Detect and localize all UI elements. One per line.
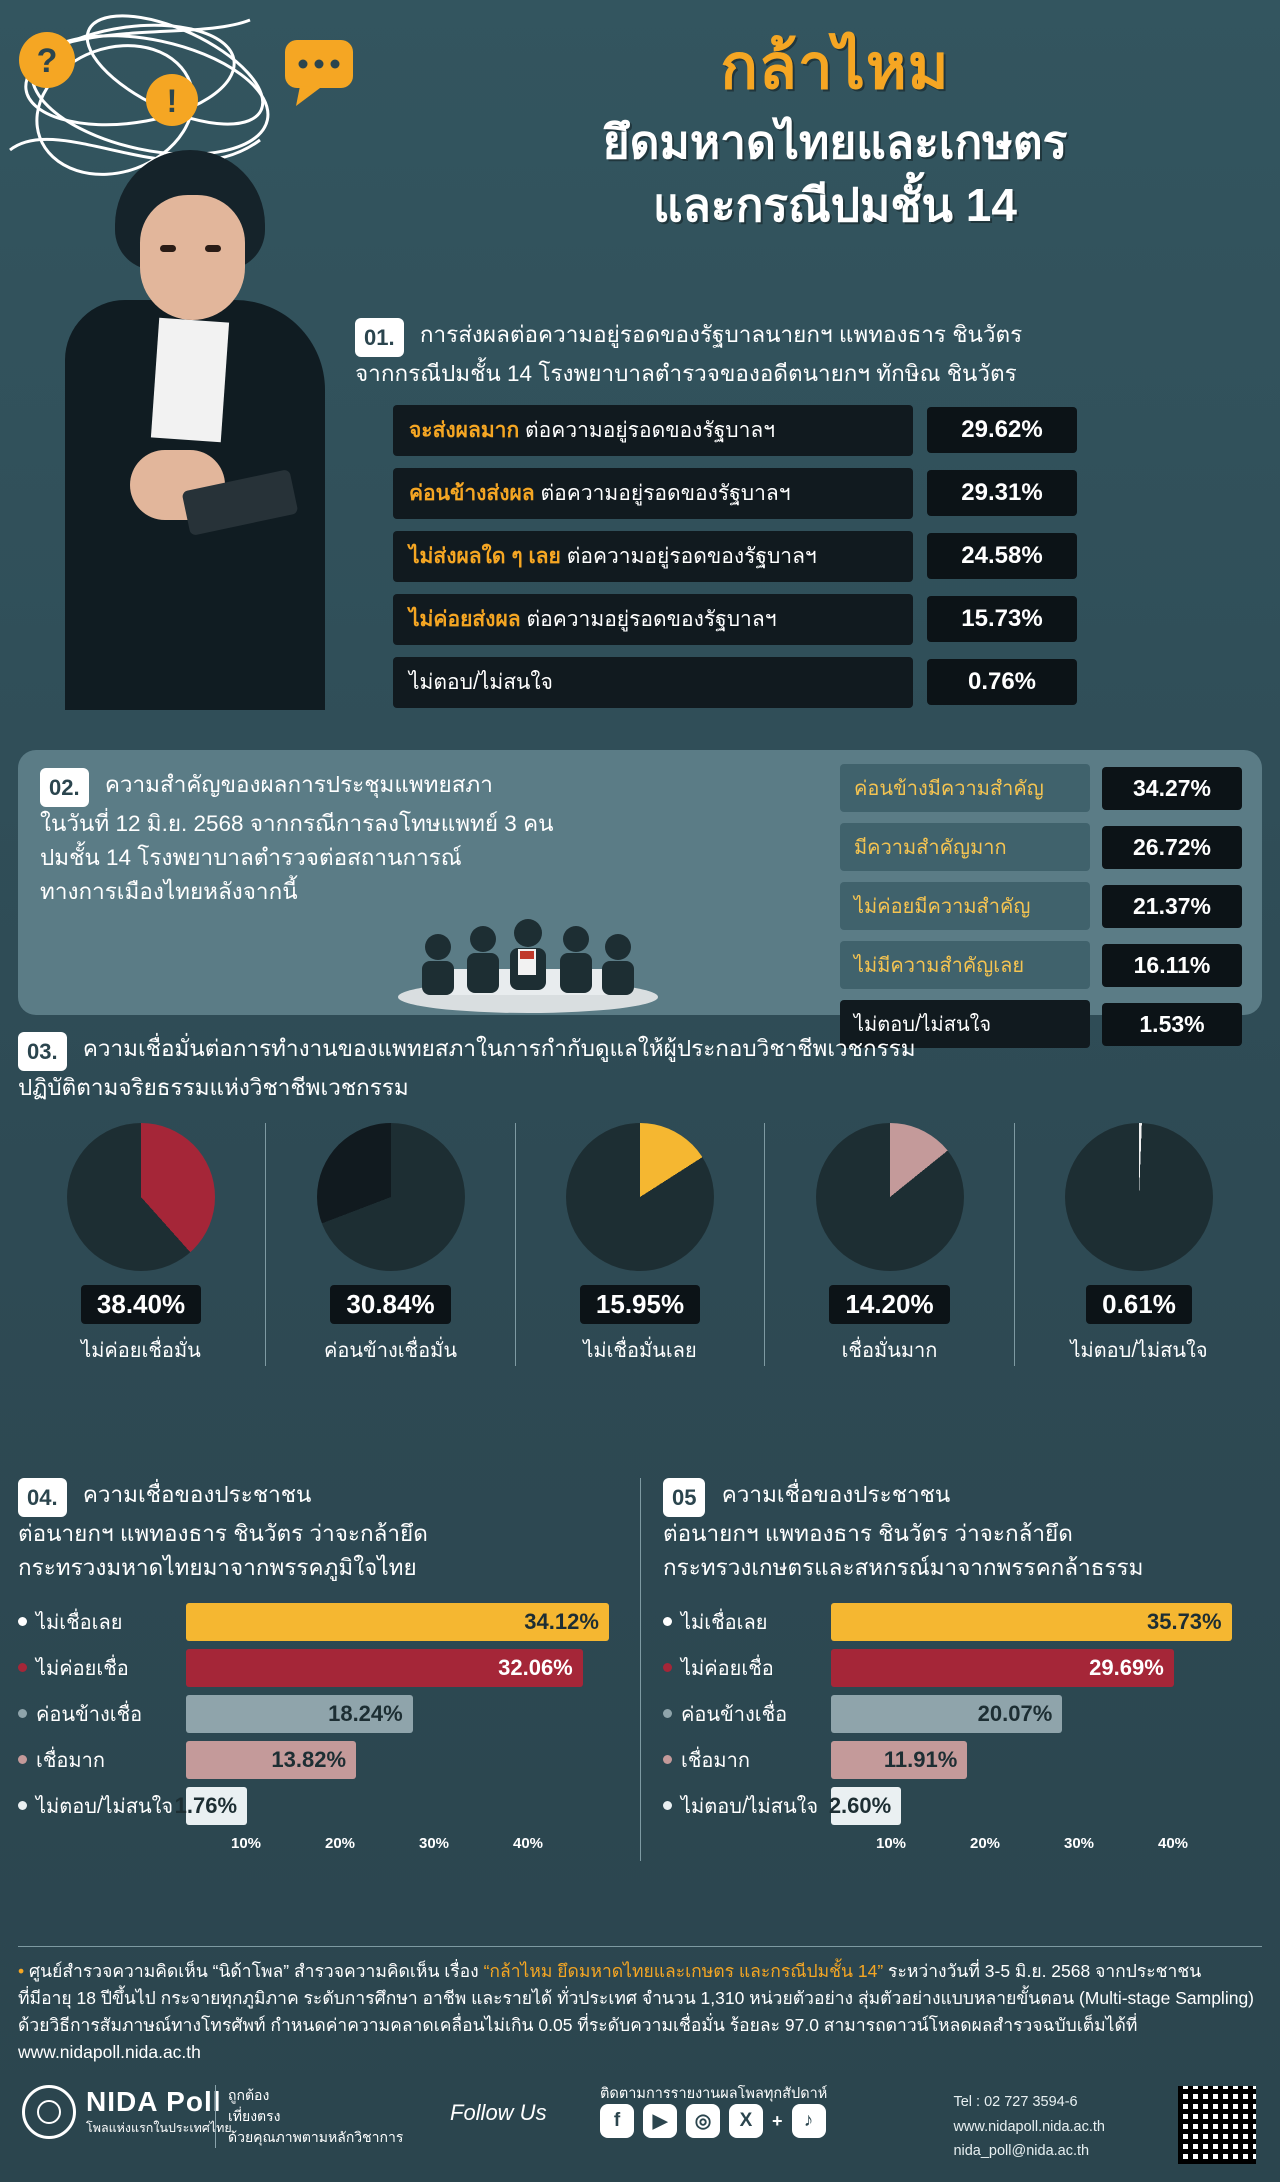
bullet-icon — [663, 1709, 672, 1718]
contact-email[interactable]: nida_poll@nida.ac.th — [953, 2143, 1090, 2160]
question-4-title-line3: กระทรวงมหาดไทยมาจากพรรคภูมิใจไทย — [18, 1554, 417, 1580]
pie-cell — [785, 1123, 995, 1366]
bullet-icon — [663, 1801, 672, 1810]
pie-value: 38.40% — [81, 1285, 201, 1324]
row-rest: ต่อความอยู่รอดของรัฐบาลฯ — [526, 607, 777, 631]
row-rest: ต่อความอยู่รอดของรัฐบาลฯ — [540, 481, 791, 505]
question-2-title-line4: ทางการเมืองไทยหลังจากนี้ — [40, 878, 298, 904]
brand-subtitle: โพลแห่งแรกในประเทศไทย — [86, 2121, 232, 2135]
bar-label: ไม่เชื่อเลย — [36, 1611, 123, 1634]
social-heading: ติดตามการรายงานผลโพลทุกสัปดาห์ — [600, 2086, 828, 2102]
question-4-heading — [18, 1478, 622, 1585]
bar-fill: 2.60% — [831, 1787, 901, 1825]
table-row — [393, 468, 1255, 519]
note-line1-highlight: “กล้าไหม ยึดมหาดไทยและเกษตร และกรณีปมชั้น 14” — [483, 1961, 884, 1981]
question-5-heading — [663, 1478, 1244, 1585]
bar-row — [663, 1737, 1244, 1783]
axis-tick: 10% — [876, 1834, 907, 1852]
row-key: ไม่ค่อยส่งผล — [409, 607, 521, 631]
row-label: ไม่ตอบ/ไม่สนใจ — [840, 1000, 1090, 1048]
slogan-line1: ถูกต้อง — [228, 2087, 270, 2103]
svg-text:?: ? — [36, 42, 58, 80]
bar-label: ไม่ค่อยเชื่อ — [36, 1657, 129, 1680]
row-label: มีความสำคัญมาก — [840, 823, 1090, 871]
pie-label: เชื่อมั่นมาก — [841, 1339, 938, 1362]
bar-row — [663, 1783, 1244, 1829]
bar-row — [663, 1599, 1244, 1645]
question-1-title-line2: จากกรณีปมชั้น 14 โรงพยาบาลตำรวจของอดีตนายกฯ ทักษิณ ชินวัตร — [355, 361, 1017, 386]
row-label — [393, 468, 913, 519]
bar-fill: 11.91% — [831, 1741, 967, 1779]
row-label — [393, 657, 913, 708]
bar-row — [18, 1783, 622, 1829]
title-main: กล้าไหม — [720, 33, 950, 102]
bar-fill: 35.73% — [831, 1603, 1232, 1641]
bullet-icon — [663, 1663, 672, 1672]
brand-name: NIDA Poll — [86, 2086, 222, 2117]
axis-tick: 20% — [970, 1834, 1001, 1852]
question-5-title-line3: กระทรวงเกษตรและสหกรณ์มาจากพรรคกล้าธรรม — [663, 1554, 1144, 1580]
contact-tel: Tel : 02 727 3594-6 — [953, 2094, 1078, 2110]
bar-label: ไม่ค่อยเชื่อ — [681, 1657, 774, 1680]
row-rest: ไม่ตอบ/ไม่สนใจ — [409, 670, 553, 694]
pie-chart-row — [18, 1123, 1262, 1366]
row-value: 21.37% — [1102, 885, 1242, 928]
note-line3: ด้วยวิธีการสัมภาษณ์ทางโทรศัพท์ กำหนดค่าความคลาดเคลื่อนไม่เกิน 0.05 ที่ระดับความเชื่อมั่น ร้อยละ 97.0 สามารถดาวน์โหลดผลสำรวจฉบับเต็มได้ที่ — [18, 2015, 1138, 2036]
page-title — [420, 18, 1250, 242]
svg-text:!: ! — [166, 83, 178, 119]
question-4-bars — [18, 1599, 622, 1829]
row-label: ไม่ค่อยมีความสำคัญ — [840, 882, 1090, 930]
axis-tick: 40% — [1158, 1834, 1189, 1852]
social-links[interactable] — [600, 2104, 826, 2138]
bar-label: ค่อนข้างเชื่อ — [681, 1703, 788, 1726]
bar-label: ค่อนข้างเชื่อ — [36, 1703, 143, 1726]
bullet-icon — [18, 1755, 27, 1764]
pie-cell — [36, 1123, 246, 1366]
row-value: 29.31% — [927, 470, 1077, 516]
question-3-title-line1: ความเชื่อมั่นต่อการทำงานของแพทยสภาในการกำกับดูแลให้ผู้ประกอบวิชาชีพเวชกรรม — [82, 1036, 916, 1061]
row-label: ค่อนข้างมีความสำคัญ — [840, 764, 1090, 812]
tiktok-icon[interactable]: ♪ — [792, 2104, 826, 2138]
pie-value: 0.61% — [1086, 1285, 1192, 1324]
note-line2: ที่มีอายุ 18 ปีขึ้นไป กระจายทุกภูมิภาค ระดับการศึกษา อาชีพ และรายได้ ทั่วประเทศ จำนวน 1,310 หน่วยตัวอย่าง สุ่มตัวอย่างแบบหลายขั้นตอน (Multi-stage Sampling) — [18, 1988, 1255, 2009]
pie-value: 15.95% — [580, 1285, 700, 1324]
pie-chart-3 — [566, 1123, 714, 1271]
x-twitter-icon[interactable]: X — [729, 2104, 763, 2138]
row-label — [393, 531, 913, 582]
question-1-title-line1: การส่งผลต่อความอยู่รอดของรัฐบาลนายกฯ แพทองธาร ชินวัตร — [419, 322, 1023, 347]
bullet-icon — [663, 1755, 672, 1764]
question-2-title-line3: ปมชั้น 14 โรงพยาบาลตำรวจต่อสถานการณ์ — [40, 844, 462, 870]
question-3-badge: 03. — [18, 1032, 67, 1071]
bar-fill: 18.24% — [186, 1695, 413, 1733]
bar-label: ไม่ตอบ/ไม่สนใจ — [36, 1795, 174, 1818]
question-5-bars — [663, 1599, 1244, 1829]
question-4-block — [18, 1478, 640, 1861]
question-5-title-line1: ความเชื่อของประชาชน — [721, 1482, 951, 1507]
row-value: 1.53% — [1102, 1003, 1242, 1046]
title-sub: ยึดมหาดไทยและเกษตร — [602, 116, 1068, 168]
bar-fill: 34.12% — [186, 1603, 609, 1641]
table-row — [393, 657, 1255, 708]
axis-tick: 30% — [419, 1834, 450, 1852]
pie-cell — [535, 1123, 745, 1366]
row-label — [393, 594, 913, 645]
brand-slogan — [215, 2085, 403, 2148]
bar-row — [18, 1599, 622, 1645]
bar-row — [18, 1691, 622, 1737]
contact-website[interactable]: www.nidapoll.nida.ac.th — [953, 2118, 1105, 2135]
row-value: 15.73% — [927, 596, 1077, 642]
bar-label: ไม่ตอบ/ไม่สนใจ — [681, 1795, 819, 1818]
table-row — [393, 531, 1255, 582]
question-2-title-line1: ความสำคัญของผลการประชุมแพทยสภา — [104, 772, 493, 797]
nida-logo — [22, 2085, 232, 2139]
row-value: 16.11% — [1102, 944, 1242, 987]
axis-tick: 40% — [513, 1834, 544, 1852]
pie-label: ไม่ตอบ/ไม่สนใจ — [1070, 1339, 1208, 1362]
bar-row — [18, 1737, 622, 1783]
question-4-title-line1: ความเชื่อของประชาชน — [82, 1482, 312, 1507]
question-4-badge: 04. — [18, 1478, 67, 1517]
pie-label: ไม่ค่อยเชื่อมั่น — [81, 1339, 201, 1362]
bar-fill: 20.07% — [831, 1695, 1062, 1733]
question-2-title-line2: ในวันที่ 12 มิ.ย. 2568 จากกรณีการลงโทษแพทย์ 3 คน — [40, 811, 554, 836]
row-value: 34.27% — [1102, 767, 1242, 810]
contact-info — [953, 2090, 1105, 2164]
follow-us-label: Follow Us — [450, 2100, 547, 2125]
bar-fill: 29.69% — [831, 1649, 1174, 1687]
bar-row — [663, 1691, 1244, 1737]
pie-chart-4 — [816, 1123, 964, 1271]
pie-cell — [286, 1123, 496, 1366]
pie-value: 30.84% — [330, 1285, 450, 1324]
youtube-icon[interactable]: ▶ — [643, 2104, 677, 2138]
note-line1a: ศูนย์สำรวจความคิดเห็น “นิด้าโพล” สำรวจความคิดเห็น เรื่อง — [29, 1961, 484, 1981]
row-label: ไม่มีความสำคัญเลย — [840, 941, 1090, 989]
axis-tick: 20% — [325, 1834, 356, 1852]
bullet-icon — [18, 1663, 27, 1672]
bar-fill: 32.06% — [186, 1649, 583, 1687]
bullet-icon — [18, 1709, 27, 1718]
slogan-line2: เที่ยงตรง — [228, 2108, 281, 2124]
question-4-5-block — [18, 1478, 1262, 1861]
question-1-badge: 01. — [355, 318, 404, 357]
question-1-rows — [393, 405, 1255, 708]
speech-bubble-icon — [285, 40, 353, 106]
instagram-icon[interactable]: ◎ — [686, 2104, 720, 2138]
question-4-title-line2: ต่อนายกฯ แพทองธาร ชินวัตร ว่าจะกล้ายึด — [18, 1521, 428, 1546]
bullet-icon — [18, 1801, 27, 1810]
table-row — [840, 882, 1242, 930]
bar-fill: 13.82% — [186, 1741, 356, 1779]
pie-chart-5 — [1065, 1123, 1213, 1271]
question-4-axis — [177, 1835, 622, 1861]
question-2-rows — [840, 764, 1242, 1059]
bar-label: ไม่เชื่อเลย — [681, 1611, 768, 1634]
facebook-icon[interactable]: f — [600, 2104, 634, 2138]
question-1-heading — [355, 318, 1255, 391]
table-row — [840, 823, 1242, 871]
pie-label: ไม่เชื่อมั่นเลย — [583, 1339, 697, 1362]
bar-fill: 1.76% — [186, 1787, 247, 1825]
question-3-block — [18, 1032, 1262, 1366]
pie-chart-2 — [317, 1123, 465, 1271]
plus-icon: + — [772, 2110, 783, 2131]
question-1-block — [355, 318, 1255, 720]
meeting-table-icon — [318, 885, 738, 1015]
pie-chart-1 — [67, 1123, 215, 1271]
qr-code-icon[interactable] — [1178, 2086, 1256, 2164]
pie-label: ค่อนข้างเชื่อมั่น — [323, 1339, 457, 1362]
question-3-title-line2: ปฏิบัติตามจริยธรรมแห่งวิชาชีพเวชกรรม — [18, 1075, 409, 1100]
slogan-line3: ด้วยคุณภาพตามหลักวิชาการ — [228, 2129, 404, 2145]
question-5-block — [640, 1478, 1262, 1861]
bullet-icon — [18, 1617, 27, 1626]
portrait-illustration — [35, 150, 355, 710]
row-value: 26.72% — [1102, 826, 1242, 869]
note-line4[interactable]: www.nidapoll.nida.ac.th — [18, 2042, 201, 2063]
nida-seal-icon — [22, 2085, 76, 2139]
axis-tick: 30% — [1064, 1834, 1095, 1852]
table-row — [393, 405, 1255, 456]
question-5-title-line2: ต่อนายกฯ แพทองธาร ชินวัตร ว่าจะกล้ายึด — [663, 1521, 1073, 1546]
row-key: จะส่งผลมาก — [409, 418, 520, 442]
note-line1b: ระหว่างวันที่ 3-5 มิ.ย. 2568 จากประชาชน — [883, 1961, 1202, 1981]
pie-cell — [1034, 1123, 1244, 1366]
bar-row — [18, 1645, 622, 1691]
row-value: 0.76% — [927, 659, 1077, 705]
row-rest: ต่อความอยู่รอดของรัฐบาลฯ — [525, 418, 776, 442]
row-rest: ต่อความอยู่รอดของรัฐบาลฯ — [566, 544, 817, 568]
question-2-badge: 02. — [40, 768, 89, 807]
axis-tick: 10% — [231, 1834, 262, 1852]
table-row — [840, 941, 1242, 989]
question-3-heading — [18, 1032, 1262, 1105]
table-row — [393, 594, 1255, 645]
bar-label: เชื่อมาก — [36, 1749, 105, 1772]
title-sub2: และกรณีปมชั้น 14 — [653, 178, 1017, 231]
question-2-block — [18, 750, 1262, 1037]
question-5-badge: 05 — [663, 1478, 705, 1517]
row-label — [393, 405, 913, 456]
bullet-icon — [663, 1617, 672, 1626]
row-key: ค่อนข้างส่งผล — [409, 481, 535, 505]
pie-value: 14.20% — [829, 1285, 949, 1324]
bar-row — [663, 1645, 1244, 1691]
question-5-axis — [822, 1835, 1244, 1861]
table-row — [840, 764, 1242, 812]
bar-label: เชื่อมาก — [681, 1749, 750, 1772]
footer-divider — [18, 1946, 1262, 1947]
row-value: 29.62% — [927, 407, 1077, 453]
row-key: ไม่ส่งผลใด ๆ เลย — [409, 544, 561, 568]
row-value: 24.58% — [927, 533, 1077, 579]
methodology-note: • ศูนย์สำรวจความคิดเห็น “นิด้าโพล” สำรวจความคิดเห็น เรื่อง “กล้าไหม ยึดมหาดไทยและเกษตร และกรณีปมชั้น 14” ระหว่างวันที่ 3-5 มิ.ย. 2568 จากประชาชน ที่มีอายุ 18 ปีขึ้นไป กระจายทุกภูมิภาค ระดับการศึกษา อาชีพ และรายได้ ทั่วประเทศ จำนวน 1,310 หน่วยตัวอย่าง สุ่มตัวอย่างแบบหลายขั้นตอน (Multi-stage Sampling) ด้วยวิธีการสัมภาษณ์ทางโทรศัพท์ กำหนดค่าความคลาดเคลื่อนไม่เกิน 0.05 ที่ระดับความเชื่อมั่น ร้อยละ 97.0 สามารถดาวน์โหลดผลสำรวจฉบับเต็มได้ที่ www.nidapoll.nida.ac.th — [18, 1961, 1255, 2063]
